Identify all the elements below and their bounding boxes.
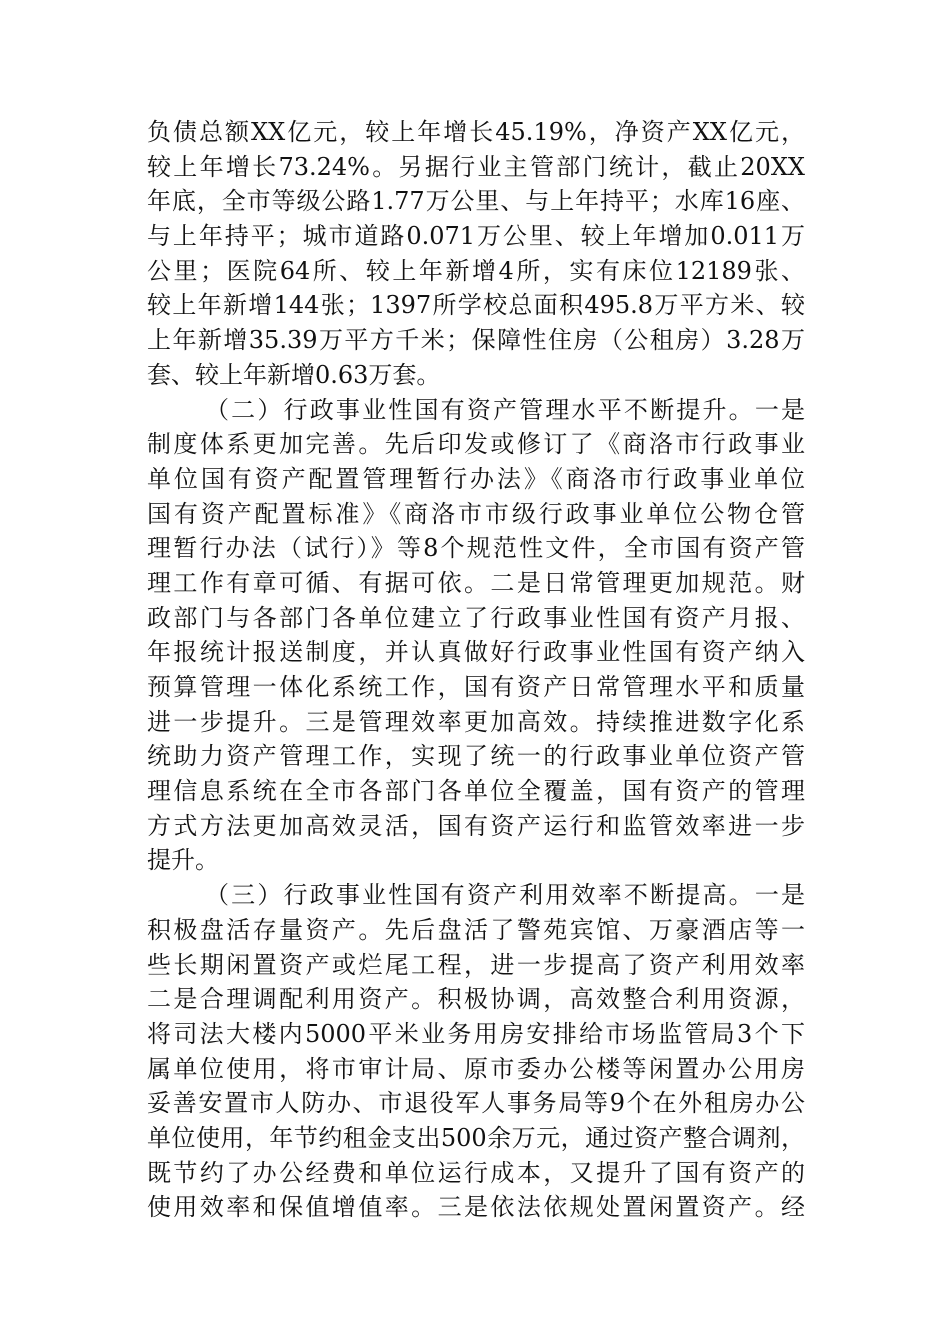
text-line: 政部门与各部门各单位建立了行政事业性国有资产月报、 bbox=[147, 603, 805, 632]
text-line: 理信息系统在全市各部门各单位全覆盖，国有资产的管理 bbox=[147, 777, 805, 806]
text-line: （三）行政事业性国有资产利用效率不断提高。一是 bbox=[205, 881, 805, 910]
text-line: 属单位使用，将市审计局、原市委办公楼等闲置办公用房 bbox=[147, 1054, 805, 1083]
text-line: 套、较上年新增0.63万套。 bbox=[147, 360, 441, 389]
paragraph bbox=[147, 878, 805, 1225]
text-line: 提升。 bbox=[147, 846, 219, 875]
text-line: 制度体系更加完善。先后印发或修订了《商洛市行政事业 bbox=[147, 430, 805, 459]
text-line: 既节约了办公经费和单位运行成本，又提升了国有资产的 bbox=[147, 1158, 805, 1187]
text-line: 积极盘活存量资产。先后盘活了警苑宾馆、万豪酒店等一 bbox=[147, 915, 805, 944]
text-line: 使用效率和保值增值率。三是依法依规处置闲置资产。经 bbox=[147, 1193, 805, 1222]
paragraph bbox=[147, 115, 805, 393]
text-line: 将司法大楼内5000平米业务用房安排给市场监管局3个下 bbox=[147, 1019, 805, 1048]
text-line: 年报统计报送制度，并认真做好行政事业性国有资产纳入 bbox=[147, 638, 805, 667]
text-line: 公里；医院64所、较上年新增4所，实有床位12189张、 bbox=[147, 256, 805, 285]
text-line: 妥善安置市人防办、市退役军人事务局等9个在外租房办公 bbox=[147, 1089, 805, 1118]
text-line: 较上年增长73.24%。另据行业主管部门统计，截止20XX bbox=[147, 152, 805, 181]
text-line: 理工作有章可循、有据可依。二是日常管理更加规范。财 bbox=[147, 568, 805, 597]
text-line: 单位国有资产配置管理暂行办法》《商洛市行政事业单位 bbox=[147, 464, 805, 493]
text-line: （二）行政事业性国有资产管理水平不断提升。一是 bbox=[205, 395, 805, 424]
text-line: 些长期闲置资产或烂尾工程，进一步提高了资产利用效率 bbox=[147, 950, 805, 979]
paragraph bbox=[147, 393, 805, 879]
text-line: 统助力资产管理工作，实现了统一的行政事业单位资产管 bbox=[147, 742, 805, 771]
text-line: 较上年新增144张；1397所学校总面积495.8万平方米、较 bbox=[147, 291, 805, 320]
text-line: 上年新增35.39万平方千米；保障性住房（公租房）3.28万 bbox=[147, 326, 805, 355]
text-line: 负债总额XX亿元，较上年增长45.19%，净资产XX亿元， bbox=[147, 118, 805, 146]
text-line: 方式方法更加高效灵活，国有资产运行和监管效率进一步 bbox=[147, 811, 805, 840]
document-page bbox=[147, 115, 805, 1225]
text-line: 二是合理调配利用资产。积极协调，高效整合利用资源， bbox=[147, 985, 805, 1014]
text-line: 理暂行办法（试行）》等8个规范性文件，全市国有资产管 bbox=[147, 534, 805, 563]
text-line: 单位使用，年节约租金支出500余万元，通过资产整合调剂， bbox=[147, 1123, 805, 1152]
text-line: 年底，全市等级公路1.77万公里、与上年持平；水库16座、 bbox=[147, 187, 805, 216]
text-line: 与上年持平；城市道路0.071万公里、较上年增加0.011万 bbox=[147, 222, 805, 251]
text-line: 国有资产配置标准》《商洛市市级行政事业单位公物仓管 bbox=[147, 499, 805, 528]
text-line: 进一步提升。三是管理效率更加高效。持续推进数字化系 bbox=[147, 707, 805, 736]
text-line: 预算管理一体化系统工作，国有资产日常管理水平和质量 bbox=[147, 673, 805, 701]
